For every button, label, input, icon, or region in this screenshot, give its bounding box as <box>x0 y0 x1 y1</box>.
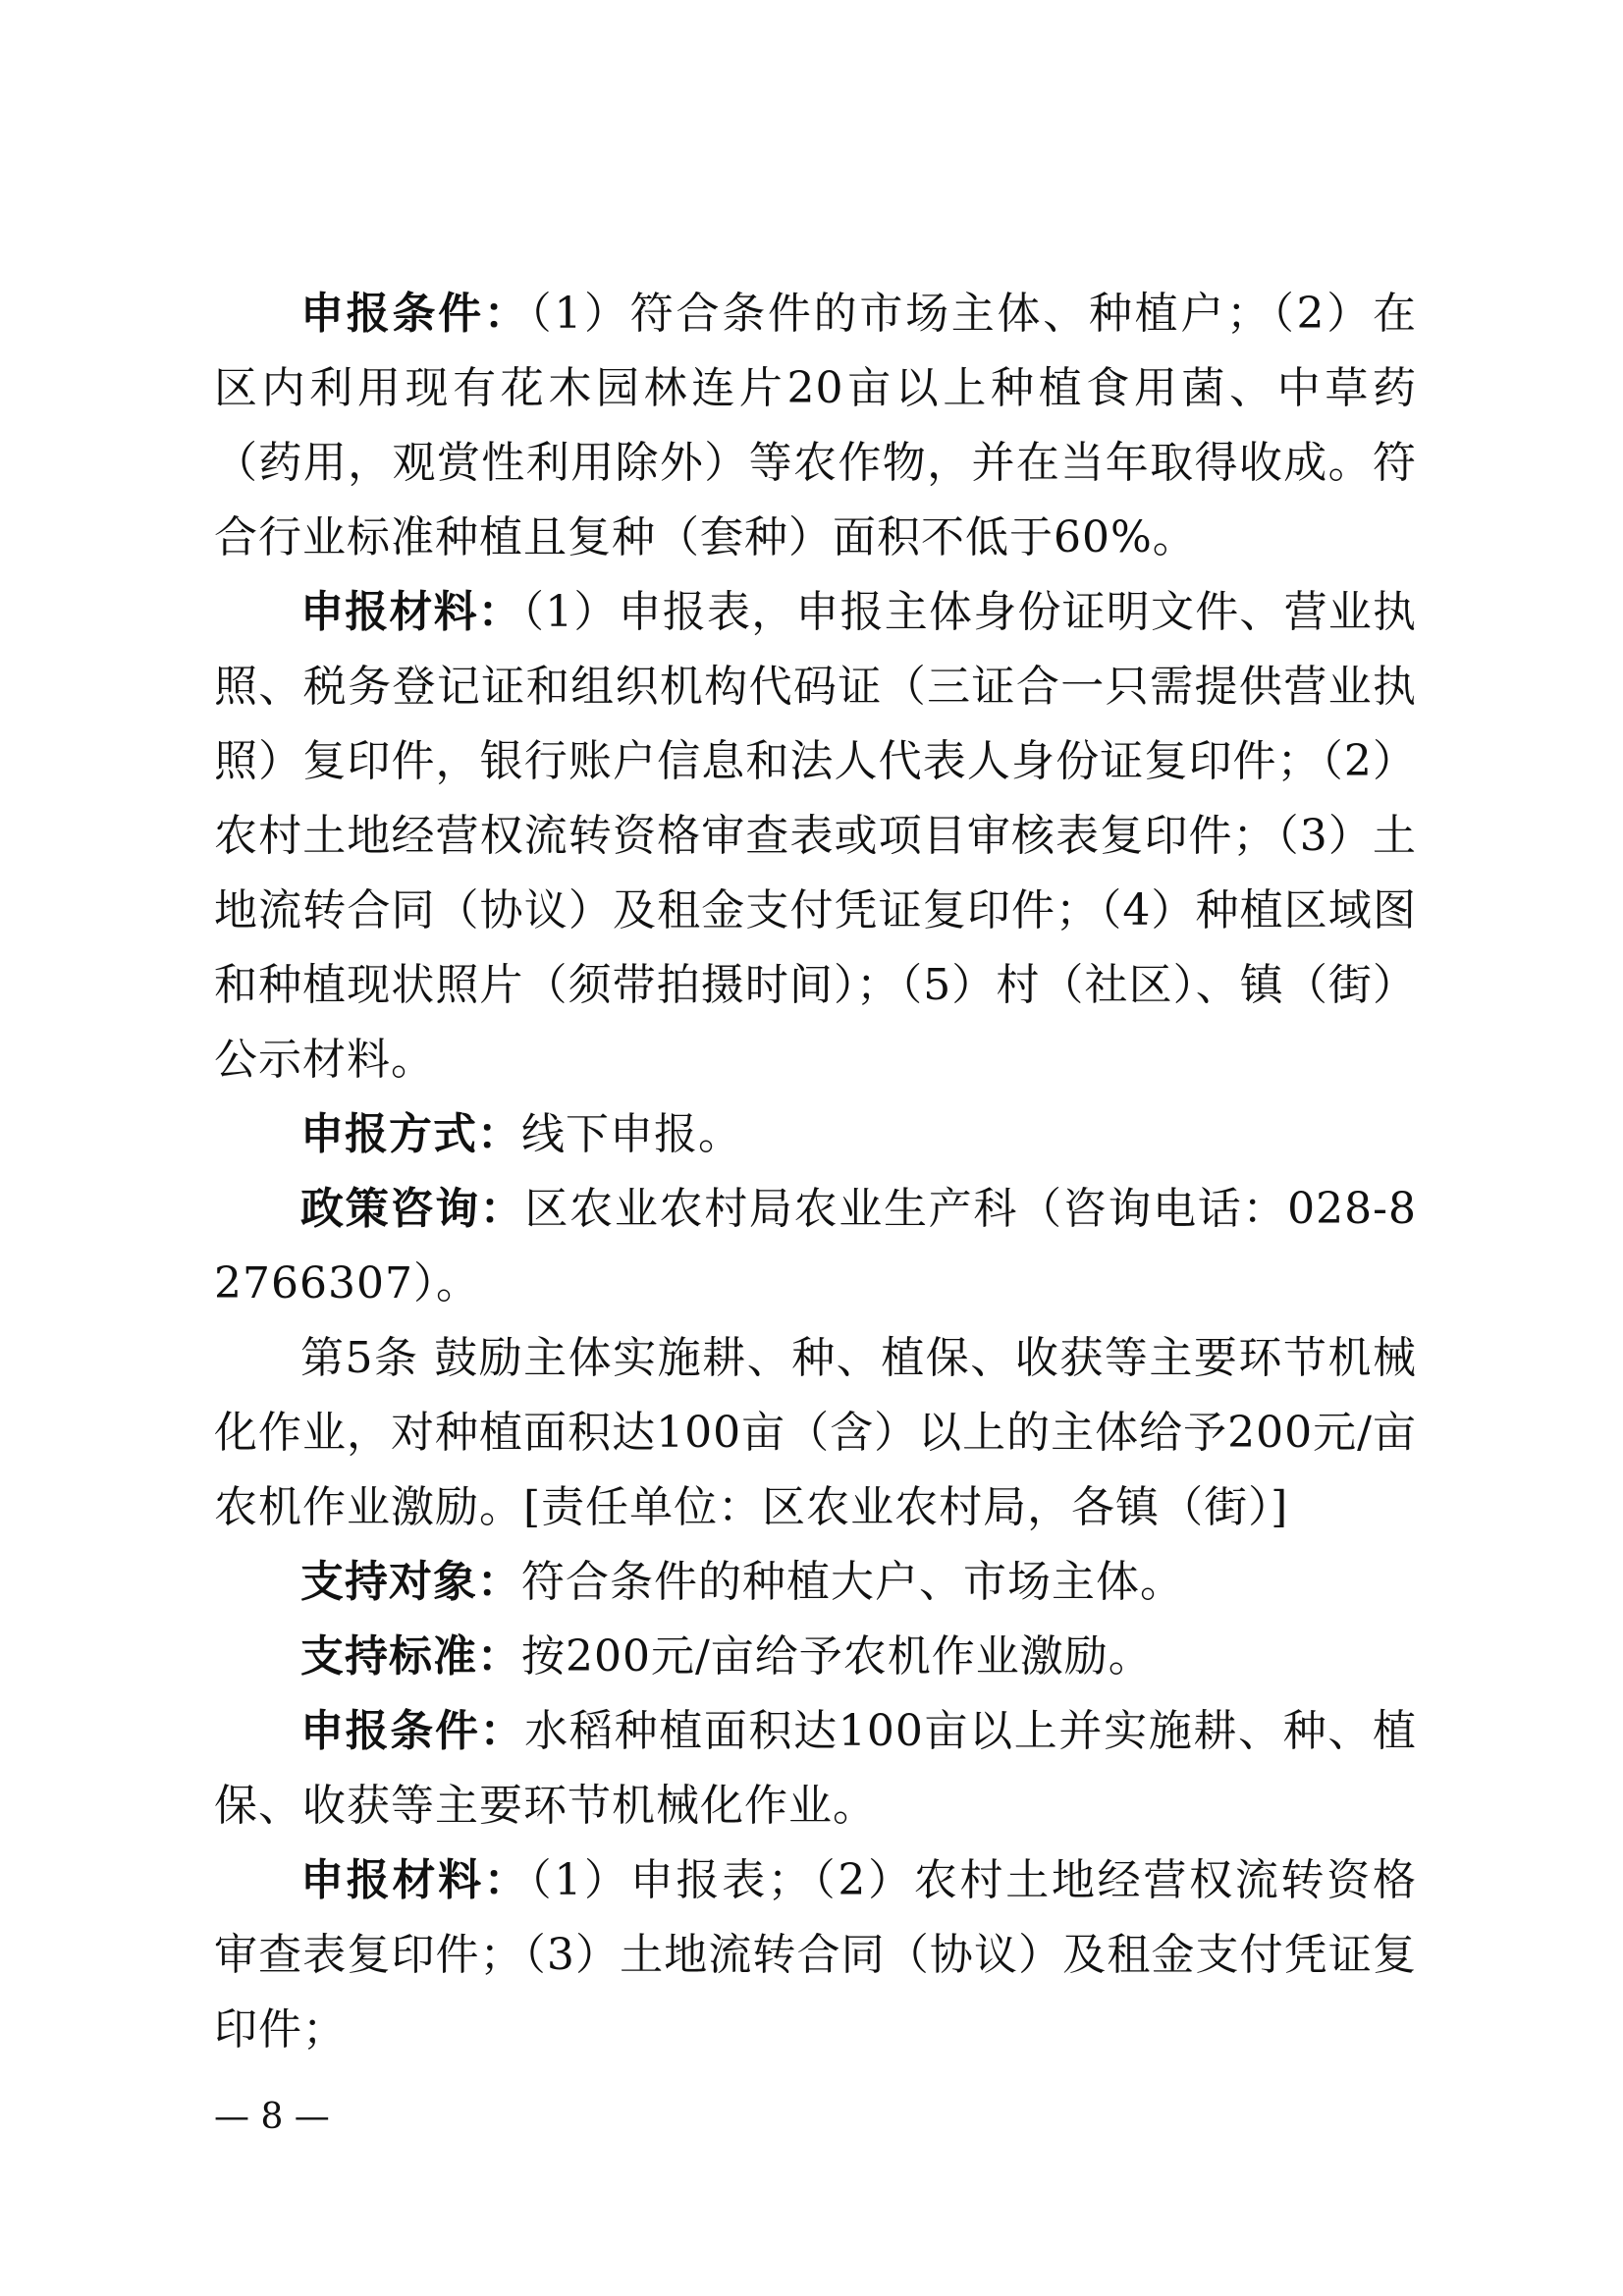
paragraph-policy-consultation <box>214 1172 1417 1321</box>
paragraph-support-target <box>214 1545 1417 1620</box>
paragraph-article-5 <box>214 1321 1417 1545</box>
paragraph-support-standard <box>214 1620 1417 1694</box>
paragraph-label: 申报材料： <box>300 587 522 637</box>
paragraph-text: 水稻种植面积达100亩以上并实施耕、种、植保、收获等主要环节机械化作业。 <box>214 1706 1417 1831</box>
paragraph-label: 申报方式： <box>300 1109 521 1159</box>
paragraph-text: （1）申报表；（2）农村土地经营权流转资格审查表复印件；（3）土地流转合同（协议）及租金支付凭证复印件； <box>214 1855 1417 2055</box>
paragraph-label: 政策咨询： <box>300 1184 525 1234</box>
paragraph-text: 符合条件的种植大户、市场主体。 <box>521 1557 1184 1607</box>
paragraph-application-conditions <box>214 277 1417 575</box>
paragraph-application-materials <box>214 575 1417 1097</box>
paragraph-text: 第5条 鼓励主体实施耕、种、植保、收获等主要环节机械化作业，对种植面积达100亩（含）以上的主体给予200元/亩农机作业激励。[责任单位：区农业农村局，各镇（街）] <box>214 1333 1417 1532</box>
paragraph-text: 按200元/亩给予农机作业激励。 <box>521 1631 1153 1682</box>
paragraph-text: （1）申报表，申报主体身份证明文件、营业执照、税务登记证和组织机构代码证（三证合一只需提供营业执照）复印件，银行账户信息和法人代表人身份证复印件；（2）农村土地经营权流转资格审查表或项目审核表复印件；（3）土地流转合同（协议）及租金支付凭证复印件；（4）种植区域图和种植现状照片（须带拍摄时间）；（5）村（社区）、镇（街）公示材料。 <box>214 587 1417 1085</box>
paragraph-application-materials-2 <box>214 1843 1417 2067</box>
paragraph-text: 区农业农村局农业生产科（咨询电话：028-82766307）。 <box>214 1184 1418 1308</box>
paragraph-label: 申报条件： <box>300 289 530 339</box>
paragraph-label: 申报条件： <box>300 1706 525 1756</box>
paragraph-text: （1）符合条件的市场主体、种植户；（2）在区内利用现有花木园林连片20亩以上种植食用菌、中草药（药用，观赏性利用除外）等农作物，并在当年取得收成。符合行业标准种植且复种（套种）面积不低于60%。 <box>214 289 1417 562</box>
page-number: — 8 — <box>214 2097 330 2137</box>
paragraph-label: 支持标准： <box>300 1631 521 1682</box>
paragraph-text: 线下申报。 <box>521 1109 742 1159</box>
body-text <box>214 277 1417 2067</box>
paragraph-application-method <box>214 1097 1417 1172</box>
paragraph-label: 支持对象： <box>300 1557 521 1607</box>
paragraph-label: 申报材料： <box>300 1855 530 1905</box>
paragraph-application-conditions-2 <box>214 1694 1417 1843</box>
